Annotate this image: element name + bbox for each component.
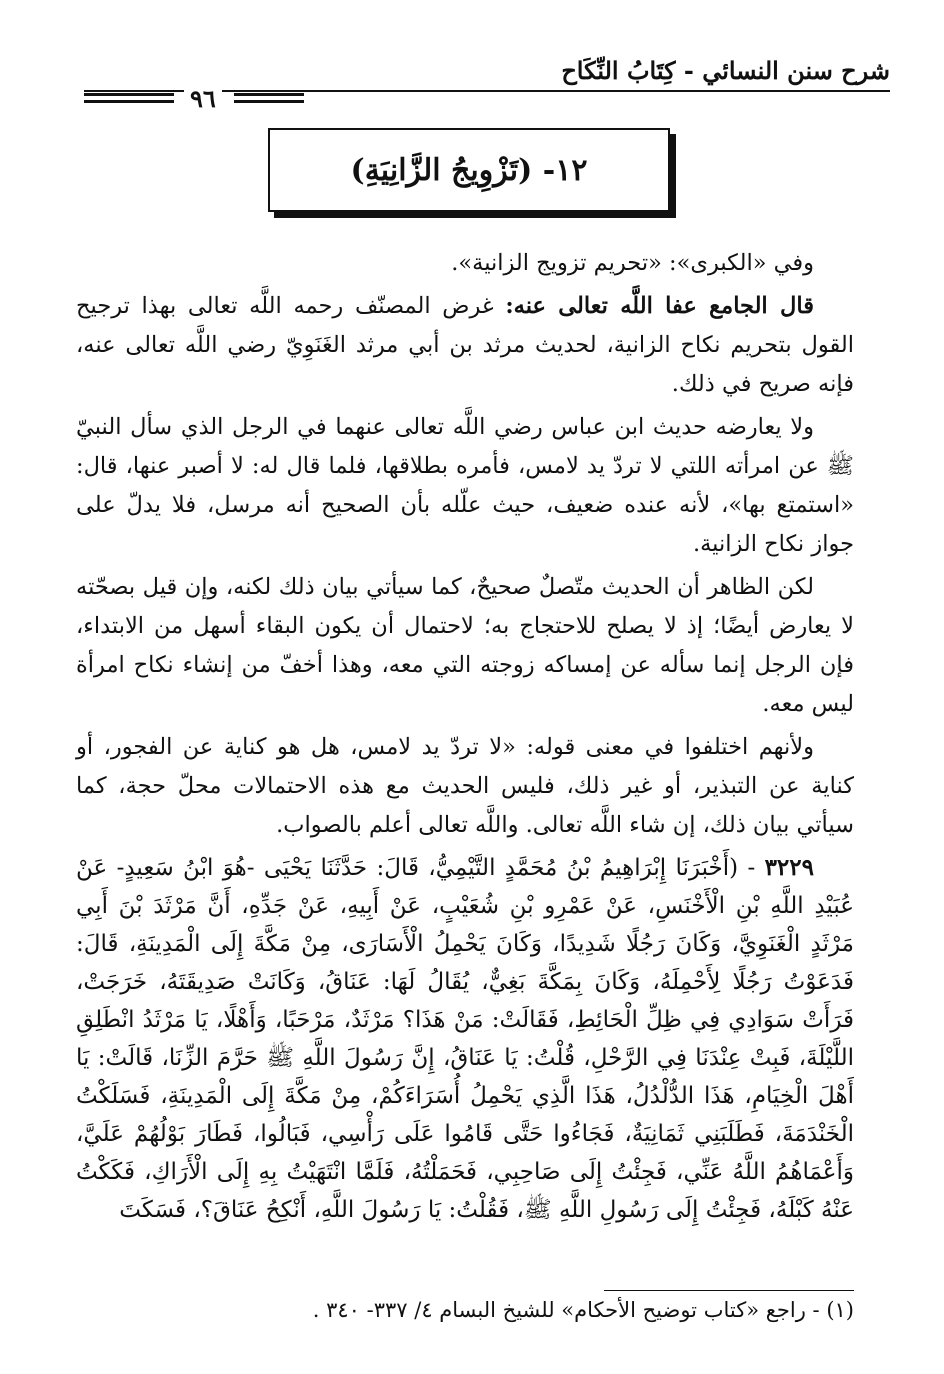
running-title: شرح سنن النسائي - كِتَابُ النِّكَاح: [561, 56, 890, 85]
main-text: [76, 244, 854, 1233]
paragraph: [76, 287, 854, 404]
page-header: [84, 46, 890, 113]
paragraph-text: وفي «الكبرى»: «تحريم تزويج الزانية».: [451, 250, 814, 276]
paragraph: [76, 568, 854, 724]
paragraph: [76, 728, 854, 845]
paragraph-text: ولا يعارضه حديث ابن عباس رضي اللَّه تعالى عنهما في الرجل الذي سأل النبيّ ﷺ عن امرأته اللتي لا تردّ يد لامس، فأمره بطلاقها، فلما قال له: لا أصبر عنها، قال: «استمتع بها»، لأنه عنده ضعيف، حيث علّله بأن الصحيح أنه مرسل، فلا يدلّ على جواز نكاح الزانية.: [76, 414, 854, 557]
chapter-heading-box: [268, 128, 670, 212]
paragraph-text: ولأنهم اختلفوا في معنى قوله: «لا تردّ يد لامس، هل هو كناية عن الفجور، أو كناية عن التبذير، أو غير ذلك، فليس الحديث مع هذه الاحتمالات محلّ حجة، كما سيأتي بيان ذلك، إن شاء اللَّه تعالى. واللَّه تعالى أعلم بالصواب.: [76, 734, 854, 838]
hadith-text: [76, 849, 854, 1229]
footnote-separator: [604, 1290, 854, 1291]
author-note-lead: قال الجامع عفا اللَّه تعالى عنه:: [505, 293, 814, 319]
chapter-title: ١٢- (تَزْوِيجُ الزَّانِيَةِ): [350, 152, 588, 188]
footnote: (١) - راجع «كتاب توضيح الأحكام» للشيخ البسام ٤/ ٣٣٧- ٣٤٠ .: [312, 1298, 854, 1322]
hadith-number: ٣٢٢٩: [764, 854, 814, 881]
hadith-body: - (أَخْبَرَنَا إِبْرَاهِيمُ بْنُ مُحَمَّدٍ التَّيْمِيُّ، قَالَ: حَدَّثَنَا يَحْيَى -هُوَ ابْنُ سَعِيدٍ- عَنْ عُبَيْدِ اللَّهِ بْنِ الْأَخْنَسِ، عَنْ عَمْرِو بْنِ شُعَيْبٍ، عَنْ أَبِيهِ، عَنْ جَدِّهِ، أَنَّ مَرْثَدَ بْنَ أَبِي مَرْثَدٍ الْغَنَوِيَّ، وَكَانَ رَجُلًا شَدِيدًا، وَكَانَ يَحْمِلُ الْأَسَارَى، مِنْ مَكَّةَ إِلَى الْمَدِينَةِ، قَالَ: فَدَعَوْتُ رَجُلًا لِأَحْمِلَهُ، وَكَانَ بِمَكَّةَ بَغِيٌّ، يُقَالُ لَهَا: عَنَاقُ، وَكَانَتْ صَدِيقَتَهُ، خَرَجَتْ، فَرَأَتْ سَوَادِي فِي ظِلِّ الْحَائِطِ، فَقَالَتْ: مَنْ هَذَا؟ مَرْثَدٌ، مَرْحَبًا، وَأَهْلًا، يَا مَرْثَدُ انْطَلِقِ اللَّيْلَةَ، فَبِتْ عِنْدَنَا فِي الرَّحْلِ، قُلْتُ: يَا عَنَاقُ، إِنَّ رَسُولَ اللَّهِ ﷺ حَرَّمَ الزِّنَا، قَالَتْ: يَا أَهْلَ الْخِيَامِ، هَذَا الدُّلْدُلُ، هَذَا الَّذِي يَحْمِلُ أُسَرَاءَكُمْ، مِنْ مَكَّةَ إِلَى الْمَدِينَةِ، فَسَلَكْتُ الْخَنْدَمَةَ، فَطَلَبَنِي ثَمَانِيَةٌ، فَجَاءُوا حَتَّى قَامُوا عَلَى رَأْسِي، فَبَالُوا، فَطَارَ بَوْلُهُمْ عَلَيَّ، وَأَعْمَاهُمُ اللَّهُ عَنِّي، فَجِئْتُ إِلَى صَاحِبِي، فَحَمَلْتُهُ، فَلَمَّا انْتَهَيْتُ بِهِ إِلَى الْأَرَاكِ، فَكَكْتُ عَنْهُ كَبْلَهُ، فَجِئْتُ إِلَى رَسُولِ اللَّهِ ﷺ، فَقُلْتُ: يَا رَسُولَ اللَّهِ، أَنْكِحُ عَنَاقَ؟، فَسَكَتَ: [76, 855, 854, 1223]
paragraph-text: لكن الظاهر أن الحديث متّصلٌ صحيحٌ، كما سيأتي بيان ذلك لكنه، وإن قيل بصحّته لا يعارض أيضًا؛ إذ لا يصلح للاحتجاج به؛ لاحتمال أن يكون البقاء أسهل من الابتداء، فإن الرجل إنما سأله عن إمساكه زوجته التي معه، وهذا أخفّ من إنشاء نكاح امرأة ليس معه.: [76, 574, 854, 717]
paragraph: [76, 244, 854, 283]
paragraph: [76, 408, 854, 564]
page-number-ornament: [84, 84, 304, 113]
paragraph-text: غرض المصنّف رحمه اللَّه تعالى بهذا ترجيح القول بتحريم نكاح الزانية، لحديث مرثد بن أبي مرثد الغَنَوِيّ رضي اللَّه تعالى عنه، فإنه صريح في ذلك.: [76, 293, 854, 397]
page-number: ٩٦: [184, 84, 222, 113]
